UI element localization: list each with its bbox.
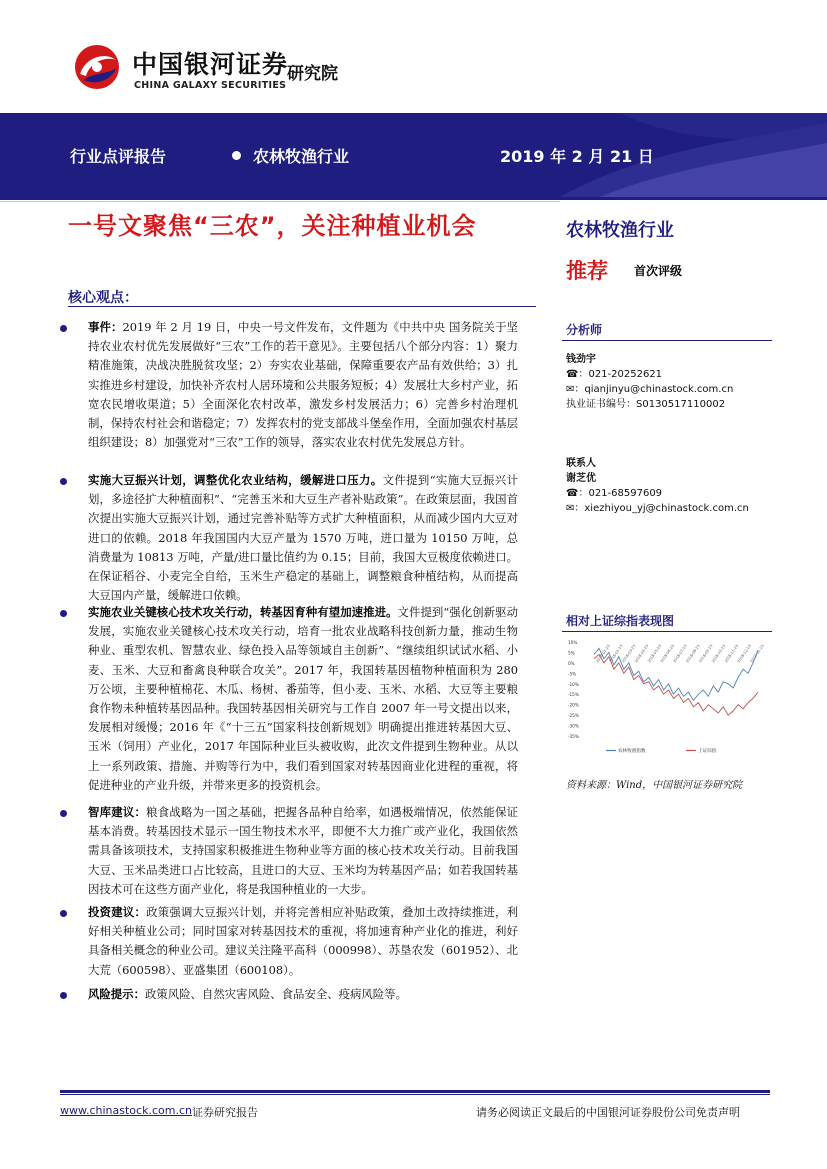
x-tick-label: 2018-12-23	[736, 644, 752, 664]
core-bullet-event	[88, 318, 518, 452]
y-tick-label: -25%	[568, 713, 579, 719]
sidebar-industry: 农林牧渔行业	[566, 220, 674, 241]
bullet-text: 2019 年 2 月 19 日，中央一号文件发布，文件题为《中共中央 国务院关于坚持农业农村优先发展做好“三农”工作的若干意见》。主要包括八个部分内容：1）聚力精准施策，决战决胜脱贫攻坚；2）夯实农业基础，保障重要农产品有效供给；3）扎实推进乡村建设，加快补齐农村人居环境和公共服务短板；4）发展壮大乡村产业，拓宽农民增收渠道；5）全面深化农村改革，激发乡村发展活力；6）完善乡村治理机制，保持农村社会和谐稳定；7）发挥农村的党支部战斗堡垒作用，全面加强农村基层组织建设；8）加强党对“三农”工作的领导，落实农业农村优先发展总方针。	[88, 320, 518, 450]
divider	[68, 306, 536, 307]
contact-email[interactable]: ✉：xiezhiyou_yj@chinastock.com.cn	[566, 503, 749, 514]
contact-name	[566, 471, 596, 486]
bullet-head: 实施农业关键核心技术攻关行动，转基因育种有望加速推进。	[88, 605, 398, 619]
legend-label: 农林牧渔指数	[618, 749, 646, 754]
analyst-heading: 分析师	[566, 323, 603, 337]
bullet-dot-icon	[232, 151, 241, 160]
core-bullet-think-tank	[88, 803, 518, 899]
bullet-head: 风险提示：	[88, 987, 145, 1001]
y-tick-label: -15%	[568, 692, 579, 698]
bullet-icon	[60, 810, 67, 817]
analyst-email[interactable]: ✉：qianjinyu@chinastock.com.cn	[566, 384, 734, 395]
y-tick-label: 0%	[568, 660, 575, 666]
analyst-name-text: 钱劲宇	[566, 354, 596, 365]
contact-heading-text: 联系人	[566, 458, 596, 469]
core-bullet-soybean	[88, 471, 518, 605]
chart-legend	[606, 747, 717, 754]
analyst-name	[566, 352, 596, 367]
footer-url-link[interactable]: www.chinastock.com.cn	[60, 1104, 192, 1117]
x-tick-label: 2018-06-23	[659, 644, 675, 664]
logo-text-cn: 中国银河证券	[132, 50, 289, 79]
core-bullet-risk	[88, 985, 518, 1004]
contact-name-text: 谢芝优	[566, 473, 596, 484]
contact-phone: ☎：021-68597609	[566, 488, 663, 499]
report-title: 一号文聚焦“三农”，关注种植业机会	[68, 212, 477, 240]
core-heading: 核心观点：	[68, 290, 138, 306]
bullet-icon	[60, 910, 67, 917]
series-line	[594, 655, 758, 716]
y-tick-label: -20%	[568, 702, 579, 708]
x-tick-label: 2018-10-23	[711, 644, 727, 664]
footer-divider	[60, 1094, 770, 1095]
logo-text-en: CHINA GALAXY SECURITIES	[134, 80, 287, 91]
rating: 推荐	[566, 259, 608, 283]
footer-divider	[60, 1090, 770, 1093]
bullet-icon	[60, 992, 67, 999]
banner-industry: 农林牧渔行业	[253, 147, 350, 166]
analyst-phone: ☎：021-20252621	[566, 369, 663, 380]
divider	[562, 340, 772, 341]
x-tick-label: 2018-01-23	[595, 644, 611, 664]
institute-name: 研究院	[287, 64, 338, 84]
x-tick-label: 2019-01-23	[749, 644, 765, 664]
core-bullet-investment	[88, 903, 518, 980]
bullet-icon	[60, 610, 67, 617]
bullet-text: 文件提到“实施大豆振兴计划，多途径扩大种植面积”、“完善玉米和大豆生产者补贴政策”。在政策层面，我国首次提出实施大豆振兴计划，通过完善补贴等方式扩大种植面积，从而减少国内大豆对进口的依赖。2018 年我国国内大豆产量为 1570 万吨，进口量为 10150 万吨，总消费量为 10813 万吨，产量/进口量比值约为 0.15；目前，我国大豆极度依赖进口。在保证稻谷、小麦完全自给，玉米生产稳定的基础上，调整粮食种植结构，从而提高大豆国内产量，缓解进口依赖。	[88, 473, 518, 603]
x-tick-label: 2018-09-23	[698, 644, 714, 664]
bullet-head: 智库建议：	[88, 805, 147, 819]
y-axis-ticks	[568, 640, 579, 739]
divider	[0, 197, 827, 200]
x-tick-label: 2018-03-23	[621, 644, 637, 664]
bullet-icon	[60, 478, 67, 485]
y-tick-label: -5%	[568, 671, 577, 677]
bullet-text: 政策强调大豆振兴计划，并将完善相应补贴政策，叠加土改持续推进，利好相关种植业公司；同时国家对转基因技术的重视，将加速育种产业化的推进，利好具备相关概念的种业公司。建议关注隆平高科（000998）、苏垦农发（601952）、北大荒（600598）、亚盛集团（600108）。	[88, 905, 518, 977]
report-type: 行业点评报告	[70, 147, 167, 166]
analyst-license: 执业证书编号：S0130517110002	[566, 399, 726, 410]
chart-source: 资料来源：Wind，中国银河证券研究院	[566, 780, 743, 791]
chart-heading: 相对上证综指表现图	[566, 614, 675, 628]
bullet-text: 粮食战略为一国之基础，把握各品种自给率，如遇极端情况，依然能保证基本消费。转基因技术显示一国生物技术水平，即便不大力推广或产业化，我国依然需具备该项技术，支持国家积极推进生物种业等方面的核心技术攻关行动。目前我国大豆、玉米品类进口占比较高，且进口的大豆、玉米均为转基因产品；如若我国转基因技术可在这些方面产业化，将是我国种植业的一大步。	[88, 805, 518, 896]
core-bullet-gmo	[88, 603, 518, 795]
x-tick-label: 2018-08-23	[685, 644, 701, 664]
contact-heading	[566, 456, 596, 471]
y-tick-label: 5%	[568, 650, 575, 656]
x-tick-label: 2018-05-23	[646, 644, 663, 664]
footer-disclaimer: 请务必阅读正文最后的中国银河证券股份公司免责声明	[476, 1106, 740, 1119]
y-tick-label: -35%	[568, 734, 579, 739]
y-tick-label: 10%	[568, 640, 578, 645]
x-tick-label: 2018-11-23	[723, 644, 740, 664]
x-axis-ticks	[596, 644, 765, 663]
y-tick-label: -30%	[568, 723, 579, 729]
x-tick-label: 2018-04-23	[634, 644, 650, 664]
bullet-text: 文件提到“强化创新驱动发展，实施农业关键核心技术攻关行动，培育一批农业战略科技创新力量，推动生物种业、重型农机、智慧农业、绿色投入品等领域自主创新”、“继续组织试试水稻、小麦、玉米、大豆和畜禽良种联合攻关”。2017 年，我国转基因植物种植面积为 280 万公顷，主要种植棉花、木瓜、杨树、番茄等，但小麦、玉米、水稻、大豆等主要粮食作物未种植转基因品种。我国转基因相关研究与工作自 2007 年一号文提出以来，发展相对缓慢；2016 年《“十三五”国家科技创新规划》明确提出推进转基因大豆、玉米（饲用）产业化，2017 年国际种业巨头被收购，此次文件提到生物种业。从以上一系列政策、措施、并购等行为中，我们看到国家对转基因商业化进程的重视，将促进种业的产业升级，并带来更多的投资机会。	[88, 605, 518, 792]
bullet-head: 实施大豆振兴计划，调整优化农业结构，缓解进口压力。	[88, 473, 383, 487]
footer-label: 证券研究报告	[192, 1106, 258, 1119]
bullet-head: 事件：	[88, 320, 123, 334]
y-tick-label: -10%	[568, 681, 579, 687]
rating-note: 首次评级	[634, 264, 683, 278]
relative-performance-chart	[566, 636, 765, 760]
bullet-head: 投资建议：	[88, 905, 147, 919]
divider	[562, 631, 772, 632]
legend-label: 上证综指	[698, 749, 717, 754]
report-date: 2019 年 2 月 21 日	[500, 147, 654, 166]
galaxy-logo-icon	[72, 44, 122, 90]
bullet-icon	[60, 325, 67, 332]
bullet-text: 政策风险、自然灾害风险、食品安全、疫病风险等。	[144, 987, 407, 1001]
x-tick-label: 2018-07-23	[672, 644, 688, 664]
x-tick-label: 2018-02-23	[608, 644, 624, 664]
divider	[0, 201, 560, 202]
